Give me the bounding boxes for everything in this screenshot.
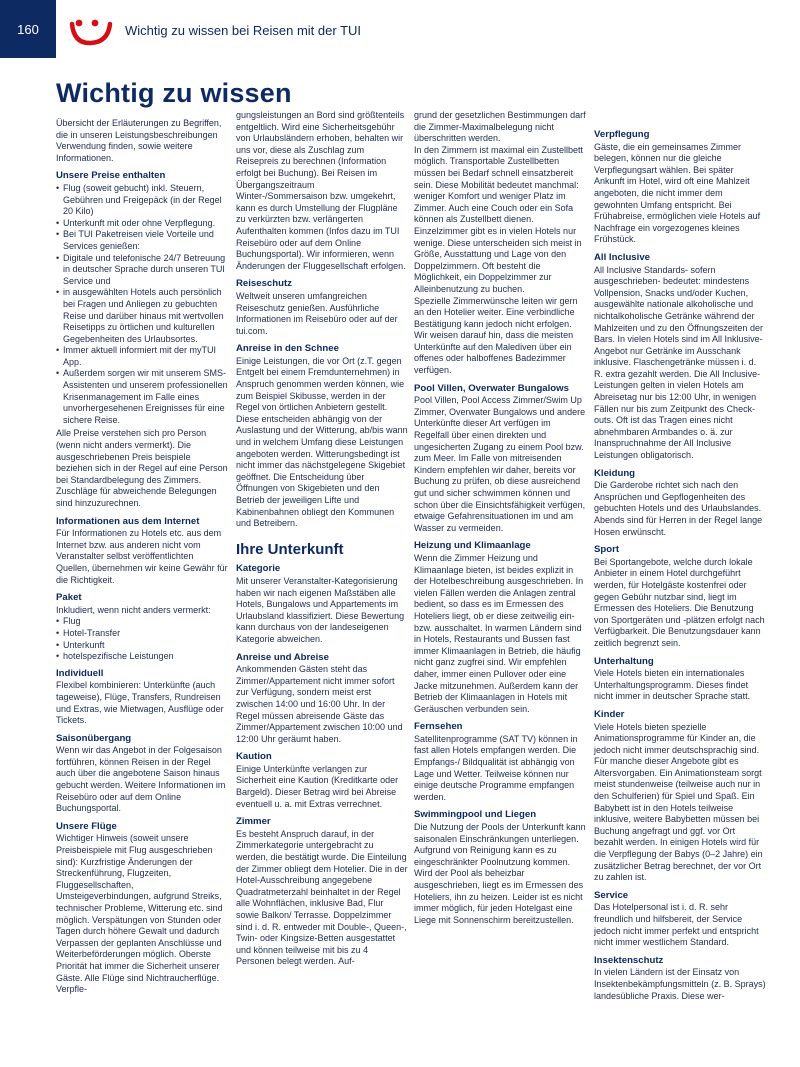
individuell-text: Flexibel kombinieren: Unterkünfte (auch tageweise), Flüge, Transfers, Rundreisen und Extras, wie Mietwagen, Ausflüge oder Tickets.	[56, 680, 224, 726]
zustellbett-text: In den Zimmern ist maximal ein Zustellbett möglich. Transportable Zustellbetten müssen bei Bedarf schnell einsatzbereit sein. Diese Mobilität bedeutet manchmal: weniger Komfort und weniger Platz im Zimmer. Auch eine Couch oder ein Sofa können als Zustellbett dienen.	[414, 144, 584, 225]
unterhaltung-text: Viele Hotels bieten ein internationales Unterhaltungsprogramm. Dieses findet nicht immer in deutscher Sprache statt.	[594, 668, 751, 702]
section-title-heizung: Heizung und Klimaanlage	[414, 540, 531, 552]
list-item: • Hotel-Transfer	[56, 628, 228, 640]
section-title-reiseschutz: Reiseschutz	[236, 278, 292, 290]
section-heading-unterkunft: Ihre Unterkunft	[236, 540, 344, 558]
service-text: Das Hotelpersonal ist i. d. R. sehr freundlich und hilfsbereit, der Service jedoch nicht immer perfekt und entspricht nicht immer westlichem Standard.	[594, 902, 759, 948]
header-title: Wichtig zu wissen bei Reisen mit der TUI	[125, 23, 362, 38]
list-item: • Digitale und telefonische 24/7 Betreuung in deutscher Sprache durch unseren TUI Service und	[56, 253, 228, 288]
section-title-fluege: Unsere Flüge	[56, 820, 117, 832]
column-3	[414, 110, 586, 932]
reiseschutz-text: Weltweit unseren umfangreichen Reiseschutz genießen. Ausführliche Informationen im Reisebüro oder auf der tui.com.	[236, 290, 398, 336]
insektenschutz-text: In vielen Ländern ist der Einsatz von Insektenbekämpfungsmitteln (z. B. Sprays) landesübliche Praxis. Diese wer-	[594, 967, 766, 1001]
fluege-continued-text: gungsleistungen an Bord sind größtenteils entgeltlich. Wird eine Sicherheitsgebühr von Urlaubsländern erhoben, behalten wir uns vor, diese als Zuschlag zum Reisepreis zu berechnen (Information erfolgt bei Buchung). Bei Reisen im Übergangszeitraum Winter-/Sommersaison bzw. umgekehrt, kann es durch Umstellung der Flugpläne zu verkürzten bzw. verlängerten Aufenthalten kommen (Infos dazu im TUI Reisebüro oder auf dem Online Buchungsportal). Wir informieren, wenn Änderungen der Fluggesellschaft erfolgen.	[236, 110, 406, 271]
tui-logo-icon	[68, 18, 114, 46]
zimmer-text: Es besteht Anspruch darauf, in der Zimmerkategorie untergebracht zu werden, die bestätigt wurde. Die Einteilung der Zimmer obliegt dem Hotelier. Die in der Hotel-Ausschreibung angegebene Quadratmeterzahl beinhaltet in der Regel alle Wohnflächen, inklusive Bad, Flur sowie Balkon/ Terrasse. Doppelzimmer sind i. d. R. entweder mit Double-, Queen-, Twin- oder Kingsize-Betten ausgestattet und können teilweise mit bis zu 4 Personen belegt werden. Auf-	[236, 828, 408, 967]
internet-text: Für Informationen zu Hotels etc. aus dem Internet bzw. aus anderen nicht vom Veranstalter selbst veröffentlichten Quellen, übernehmen wir keine Gewähr für die Richtigkeit.	[56, 528, 228, 585]
preise-list	[56, 183, 228, 426]
section-title-schnee: Anreise in den Schnee	[236, 343, 339, 355]
section-title-kaution: Kaution	[236, 751, 272, 763]
section-title-all-inclusive: All Inclusive	[594, 251, 650, 263]
fluege-text: Wichtiger Hinweis (soweit unsere Preisbeispiele mit Flug ausgeschrieben sind): Kurzfristige Änderungen der Streckenführung, Flugzeiten, Fluggesellschaften, Umsteigeverbindungen, aufgrund Streiks, technischer Probleme, Witterung etc. sind möglich. Verspätungen von Stunden oder Tagen durch höhere Gewalt und dadurch Verpassen der geplanten Anschlüsse und Weiterbeförderungen möglich. Oberste Priorität hat immer die Sicherheit unserer Gäste. Alle Flüge sind Nichtraucherflüge. Verpfle-	[56, 833, 223, 995]
sport-text: Bei Sportangebote, welche durch lokale Anbieter in einem Hotel durchgeführt werden, für Hotelgäste kostenfrei oder gegen Gebühr nutzbar sind, liegt im Ermessen des Hoteliers. Die Benutzung von Sportgeräten und -plätzen erfolgt nach Verfügbarkeit. Die Benutzungsdauer kann zeitlich begrenzt sein.	[594, 556, 765, 648]
list-item: • Immer aktuell informiert mit der myTUI App.	[56, 345, 228, 368]
list-item: • Flug	[56, 616, 228, 628]
section-title-insektenschutz: Insektenschutz	[594, 954, 664, 966]
section-title-internet: Informationen aus dem Internet	[56, 515, 200, 527]
page-number: 160	[0, 0, 56, 58]
kaution-text: Einige Unterkünfte verlangen zur Sicherheit eine Kaution (Kreditkarte oder Bargeld). Dieser Betrag wird bei Abreise eventuell u. a. mit Extras verrechnet.	[236, 763, 399, 809]
intro-text: Übersicht der Erläuterungen zu Begriffen, die in unseren Leistungsbeschreibungen Verwendung finden, sowie weitere Informationen.	[56, 118, 222, 163]
kinder-text: Viele Hotels bieten spezielle Animationsprogramme für Kinder an, die jedoch nicht immer deutschsprachig sind. Für manche dieser Angebote gibt es Altersvorgaben. Ein Animationsteam sorgt meist stundenweise (teilweise auch nur in den Schulferien) für Spiel und Spaß. Ein Babybett ist in den Hotels teilweise inklusive, weitere Babybetten müssen bei Buchung angefragt und ggf. vor Ort bezahlt werden. In einigen Hotels wird für die Verpflegung der Babys (0–2 Jahre) ein zusätzlicher Betrag berechnet, der vor Ort zu zahlen ist.	[594, 721, 763, 883]
section-title-zimmer: Zimmer	[236, 816, 271, 828]
section-title-sport: Sport	[594, 544, 620, 556]
list-item: • Flug (soweit gebucht) inkl. Steuern, Gebühren und Freigepäck (in der Regel 20 Kilo)	[56, 183, 228, 218]
section-title-fernsehen: Fernsehen	[414, 721, 463, 733]
einzelzimmer-text: Einzelzimmer gibt es in vielen Hotels nur wenige. Diese unterscheiden sich meist in Größe, Ausstattung und Lage von den Doppelzimmern. Oft besteht die Möglichkeit, ein Doppelzimmer zur Alleinbenutzung zu buchen.	[414, 225, 582, 294]
column-2	[236, 110, 408, 974]
section-title-verpflegung: Verpflegung	[594, 129, 650, 140]
anreise-text: Ankommenden Gästen steht das Zimmer/Appartement nicht immer sofort zur Verfügung, sondern meist erst zwischen 14:00 und 16:00 Uhr. In der Regel müssen abreisende Gäste das Zimmer/Appartement zwischen 10:00 und 12:00 Uhr geräumt haben.	[236, 664, 403, 744]
section-title-paket: Paket	[56, 592, 82, 604]
page-title: Wichtig zu wissen	[56, 78, 292, 108]
column-1	[56, 118, 228, 1002]
list-item: • hotelspezifische Leistungen	[56, 651, 228, 663]
section-title-swimmingpool: Swimmingpool und Liegen	[414, 809, 537, 821]
list-item: • in ausgewählten Hotels auch persönlich bei Fragen und Anliegen zu gebuchten Reise und darüber hinaus mit wertvollen Reisetipps zu örtlichen und kulturellen Gegebenheiten des Urlaubsortes.	[56, 287, 228, 345]
schnee-text: Einige Leistungen, die vor Ort (z.T. gegen Entgelt bei einem Fremdunternehmen) in Anspruch genommen werden können, wie zum Beispiel Skibusse, werden in der Regel von örtlichen Anbietern gestellt. Diese entscheiden abhängig von der Auslastung und der Witterung, ab/bis wann und in welchem Umfang diese Leistungen angeboten werden. Witterungsbedingt ist nicht immer das nächstgelegene Skigebiet geöffnet. Die Entscheidung über Öffnungen von Skigebieten und den Betrieb der jeweiligen Lifte und Kabinenbahnen obliegt den Kommunen und Betreibern.	[236, 355, 408, 529]
pool-villen-text: Pool Villen, Pool Access Zimmer/Swim Up Zimmer, Overwater Bungalows und andere Unterkünfte dieser Art verfügen im Regelfall über einen direkten und ungesicherten Zugang zu einem Pool bzw. zum Meer. Im Falle von mitreisenden Kindern empfehlen wir daher, bereits vor Buchung zu prüfen, ob diese ausreichend gut und sicher schwimmen können und schon über die Einsichtsfähigkeit verfügen, etwaige Gefahrensituationen im und am Wasser zu vermeiden.	[414, 395, 586, 533]
section-title-saison: Saisonübergang	[56, 732, 132, 744]
kleidung-text: Die Garderobe richtet sich nach den Ansprüchen und Gepflogenheiten des gebuchten Hotels und des Urlaubslandes. Abends sind für Herren in der Regel lange Hosen erwünscht.	[594, 480, 763, 537]
paket-intro: Inkludiert, wenn nicht anders vermerkt:	[56, 604, 211, 615]
column-4	[594, 124, 766, 1008]
list-item: • Unterkunft mit oder ohne Verpflegung.	[56, 218, 228, 230]
section-title-anreise: Anreise und Abreise	[236, 651, 329, 663]
swimmingpool-text: Die Nutzung der Pools der Unterkunft kann saisonalen Einschränkungen unterliegen. Aufgrund von Reinigung kann es zu eingeschränkter Poolnutzung kommen. Wird der Pool als beheizbar ausgeschrieben, liegt es im Ermessen des Hoteliers, ihn zu heizen. Leider ist es nicht immer möglich, für jeden Hotelgast eine Liege mit Sonnenschirm bereitzustellen.	[414, 822, 586, 925]
saison-text: Wenn wir das Angebot in der Folgesaison fortführen, können Reisen in der Regel auch über die angebotene Saison hinaus gebucht werden. Weitere Informationen im Reisebüro oder auf dem Online Buchungsportal.	[56, 745, 226, 814]
list-item: • Außerdem sorgen wir mit unserem SMS-Assistenten und unserem professionellen Krisenmanagement im Falle eines unvorhergesehenen Ereignisses für eine sichere Reise.	[56, 368, 228, 426]
paket-list	[56, 616, 228, 662]
all-inclusive-text: All Inclusive Standards- sofern ausgeschrieben- bedeutet: mindestens Vollpension, Snacks und/oder Kuchen, ausgewählte nationale alkoholische und nichtalkoholische Getränke während der Mahlzeiten und zu den Öffnungszeiten der Bars. In vielen Hotels sind im All Inklusive-Angebot nur Getränke im Ausschank inklusive. Flaschengetränke müssen i. d. R. extra gezahlt werden. Die All Inclusive- Leistungen gelten in vielen Hotels am Abreisetag nur bis 12:00 Uhr, in wenigen Fällen nur bis zum Zeitpunkt des Check-outs. Oft ist das Tragen eines nicht abnehmbaren Armbandes o. ä. zur Inanspruchnahme der All Inclusive Leistungen obligatorisch.	[594, 264, 763, 461]
zimmerwuensche-text: Spezielle Zimmerwünsche leiten wir gern an den Hotelier weiter. Eine verbindliche Bestätigung kann jedoch nicht erfolgen.	[414, 295, 578, 329]
section-title-kinder: Kinder	[594, 708, 625, 720]
page-header	[0, 0, 800, 58]
zimmer-continued-text: grund der gesetzlichen Bestimmungen darf die Zimmer-Maximalbelegung nicht überschritten werden.	[414, 110, 586, 144]
section-title-pool-villen: Pool Villen, Overwater Bungalows	[414, 382, 569, 394]
section-title-individuell: Individuell	[56, 667, 104, 679]
list-item: • Bei TUI Paketreisen viele Vorteile und Services genießen:	[56, 229, 228, 252]
verpflegung-text: Gäste, die ein gemeinsames Zimmer belegen, können nur die gleiche Verpflegungsart wählen. Bei später Ankunft im Hotel, wird oft eine Mahlzeit angeboten, die nicht immer dem gewohnten Umfang entspricht. Bei Frühabreise, ermöglichen viele Hotels auf Nachfrage ein vorgezogenes kleines Frühstück.	[594, 141, 761, 245]
malediven-text: Wir weisen darauf hin, dass die meisten Unterkünfte auf den Malediven über ein offenes oder halboffenes Badezimmer verfügen.	[414, 330, 574, 376]
fernsehen-text: Satellitenprogramme (SAT TV) können in fast allen Hotels empfangen werden. Die Empfangs-/ Bildqualität ist abhängig von Lage und Wetter. Teilweise können nur einige deutsche Programme empfangen werden.	[414, 733, 578, 802]
section-title-preise: Unsere Preise enthalten	[56, 170, 166, 182]
section-title-service: Service	[594, 889, 629, 901]
heizung-text: Wenn die Zimmer Heizung und Klimaanlage bieten, ist beides explizit in der Hotelbeschreibung ausgeschrieben. In vielen Fällen werden die Anlagen zentral bedient, so dass es im Ermessen des Hoteliers liegt, ob er diese zeitweilig ein- bzw. ausschaltet. In warmen Ländern sind in Hotels, Restaurants und Bussen fast immer Klimaanlagen in Betrieb, die häufig nicht ganz zugfrei sind. Wir empfehlen daher, immer einen Pullover oder eine Jacke mitzunehmen. Außerdem kann der Betrieb der Klimaanlagen in Hotels mit Geräuschen verbunden sein.	[414, 552, 584, 714]
section-title-kategorie: Kategorie	[236, 563, 281, 575]
kategorie-text: Mit unserer Veranstalter-Kategorisierung haben wir nach eigenen Maßstäben alle Hotels, Bungalows und Appartements im Urlaubsland klassifiziert. Diese Bewertung kann durchaus von der landeseigenen Kategorie abweichen.	[236, 575, 405, 644]
section-title-kleidung: Kleidung	[594, 467, 636, 479]
section-title-unterhaltung: Unterhaltung	[594, 655, 654, 667]
list-item: • Unterkunft	[56, 640, 228, 652]
preise-text: Alle Preise verstehen sich pro Person (wenn nicht anders vermerkt). Die ausgeschriebenen Preis beispiele beziehen sich in der Regel auf eine Person bei Standardbelegung des Zimmers. Zuschläge für abweichende Belegungen sind hinzuzurechnen.	[56, 428, 228, 508]
